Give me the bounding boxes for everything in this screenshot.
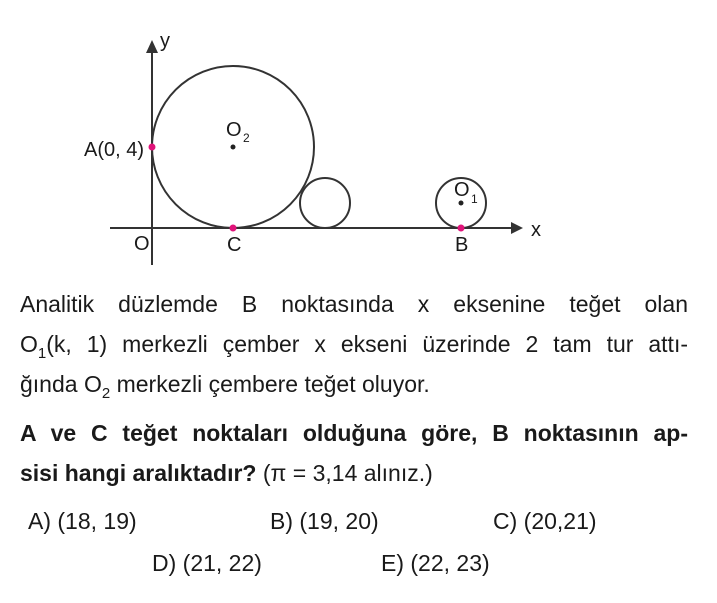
x-axis-arrow — [511, 222, 523, 234]
point-c — [230, 225, 237, 232]
label-o1: O — [454, 179, 470, 201]
question-line-2 — [20, 453, 688, 493]
center-o2-dot — [231, 145, 236, 150]
question-line-2-bold: sisi hangi aralıktadır? — [20, 460, 257, 486]
question-line-1-text: A ve C teğet noktaları olduğuna göre, B noktasının ap- — [20, 420, 688, 446]
choice-b[interactable]: B) (19, 20) — [270, 508, 379, 534]
problem-line-2-b: (k, 1) merkezli çember x ekseni üzerinde 2 tam tur attı- — [46, 331, 688, 357]
y-axis-label: y — [160, 30, 170, 52]
problem-line-3-b: merkezli çembere teğet oluyor. — [110, 371, 430, 397]
choice-e[interactable]: E) (22, 23) — [381, 550, 490, 576]
label-b: B — [455, 234, 469, 256]
problem-line-2-a: O — [20, 331, 38, 357]
problem-line-1: Analitik düzlemde B noktasında x eksenine teğet olan — [20, 291, 688, 317]
question — [20, 413, 688, 493]
choice-c[interactable]: C) (20,21) — [493, 508, 597, 534]
geometry-figure — [0, 0, 717, 290]
problem-line-3-a: ğında O — [20, 371, 102, 397]
problem-line-3-sub: 2 — [101, 385, 111, 402]
problem-line-3 — [20, 364, 688, 404]
label-o2-sub: 2 — [243, 131, 250, 145]
point-b — [458, 225, 465, 232]
choice-a[interactable]: A) (18, 19) — [28, 508, 137, 534]
center-o1-dot — [459, 201, 464, 206]
question-line-2-rest: (π = 3,14 alınız.) — [256, 460, 433, 486]
choice-d[interactable]: D) (21, 22) — [152, 550, 262, 576]
question-line-1 — [20, 413, 688, 453]
label-o: O — [134, 233, 150, 255]
x-axis-label: x — [531, 219, 541, 241]
label-o1-sub: 1 — [471, 192, 478, 206]
label-c: C — [227, 234, 242, 256]
point-a — [149, 144, 156, 151]
problem-statement — [20, 284, 688, 404]
problem-line-2 — [20, 324, 688, 364]
y-axis-arrow — [146, 40, 158, 53]
label-o2: O — [226, 119, 242, 141]
problem-line-2-sub: 1 — [37, 345, 47, 362]
circle-middle — [300, 178, 350, 228]
label-a: A(0, 4) — [84, 139, 145, 161]
